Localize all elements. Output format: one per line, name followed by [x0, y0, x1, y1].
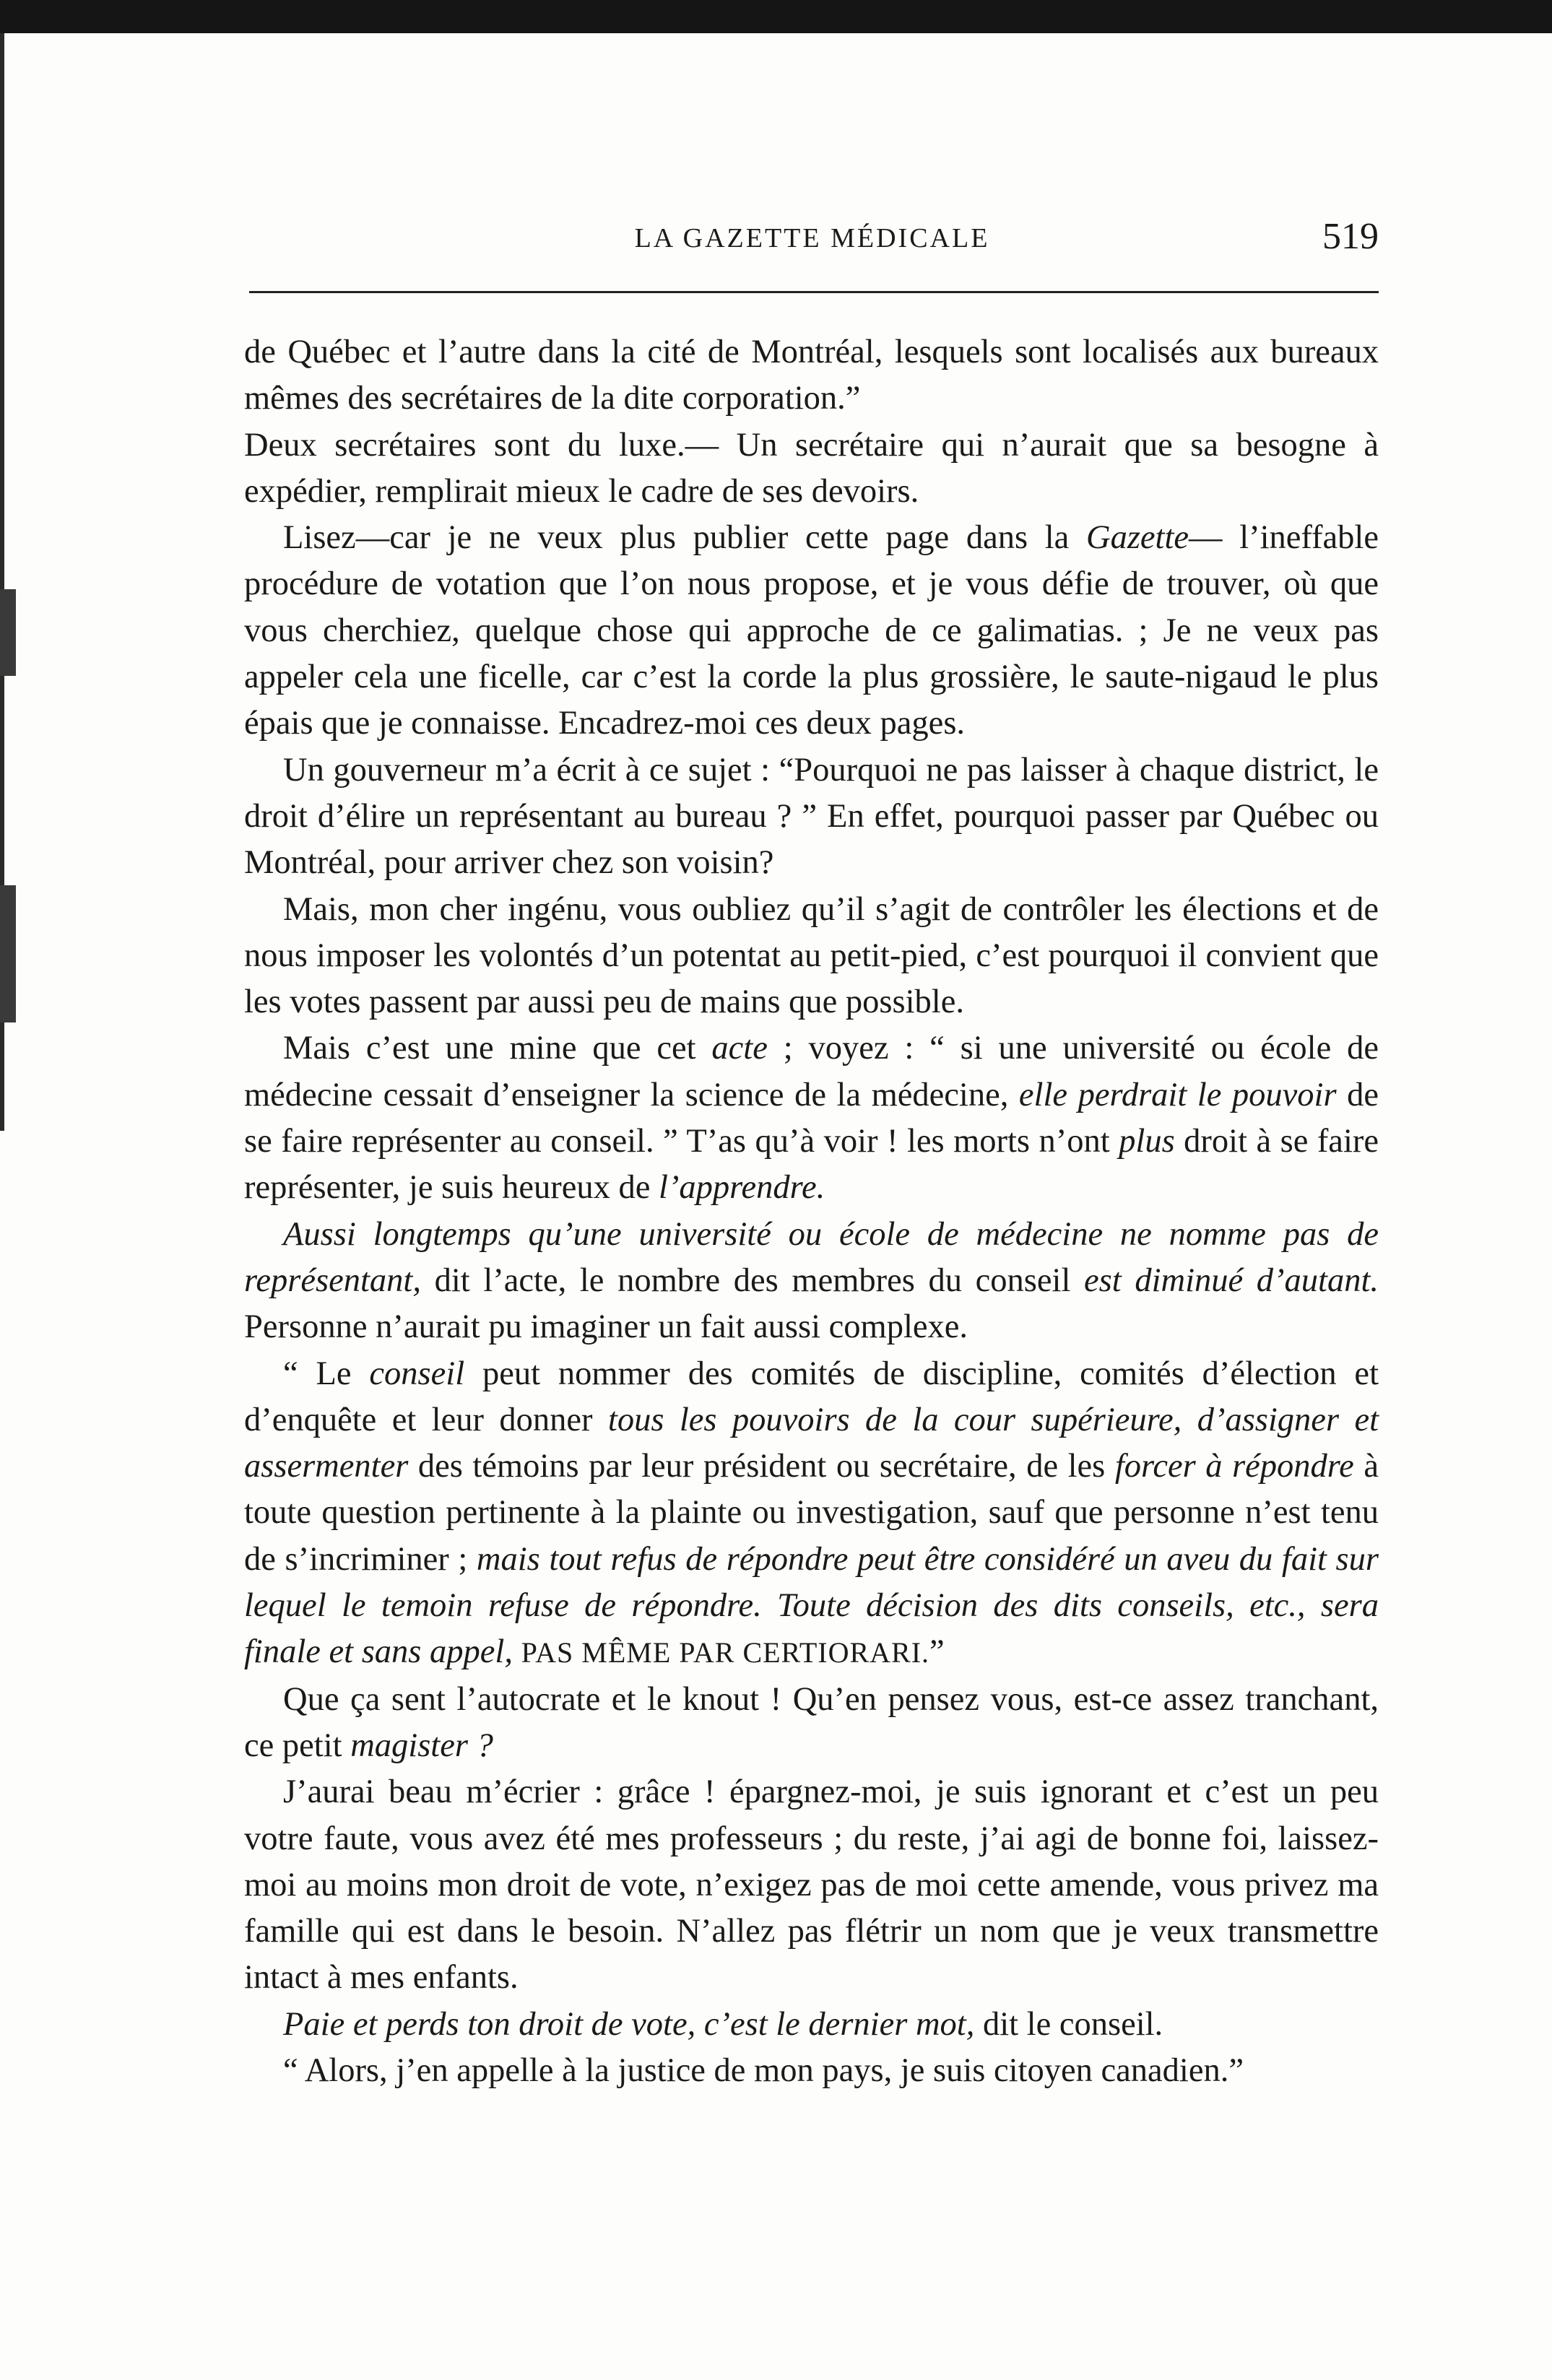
italic-text: Paie et perds ton droit de vote, c’est le dernier mot, — [283, 2005, 975, 2043]
text-segment: à toute question pertinente à la plainte ou investigation, sauf que personne n’est tenu de s’incriminer ; — [244, 1448, 1379, 1578]
header-rule — [249, 291, 1379, 293]
page-top-border — [0, 0, 1552, 33]
italic-text: mais tout refus de répondre peut être considéré un aveu du fait sur lequel le temoin refuse de répondre. Toute décision des dits conseils, etc., sera finale et sans appel, — [244, 1540, 1379, 1671]
text-segment: “ Le — [283, 1355, 370, 1392]
italic-text: conseil — [369, 1355, 465, 1392]
running-title: LA GAZETTE MÉDICALE — [634, 223, 990, 253]
italic-text: elle perdrait le pouvoir — [1018, 1076, 1337, 1113]
text-segment: Mais c’est une mine que cet — [283, 1030, 712, 1067]
paragraph — [244, 1351, 1379, 1677]
italic-text: acte — [711, 1030, 768, 1067]
paragraph — [244, 2002, 1379, 2048]
italic-text: est diminué d’autant. — [1084, 1261, 1379, 1299]
text-segment: de Québec et l’autre dans la cité de Montréal, lesquels sont localisés aux bureaux mêmes des secrétaires de la dite corporation.” — [244, 334, 1379, 417]
italic-text: magister ? — [350, 1727, 493, 1764]
paragraph — [244, 2048, 1379, 2094]
smallcaps-text: PAS MÊME PAR CERTIORARI. — [521, 1636, 930, 1669]
text-segment: ” — [929, 1633, 945, 1671]
text-segment: droit à se faire représenter, je suis heureux de — [244, 1123, 1379, 1207]
italic-text: tous les pouvoirs de la cour supérieure, d’assigner et assermenter — [244, 1401, 1379, 1485]
paragraph — [244, 887, 1379, 1026]
italic-text: l’apprendre. — [658, 1169, 825, 1207]
paragraph — [244, 1025, 1379, 1211]
text-segment — [513, 1633, 521, 1670]
text-segment: de se faire représenter au conseil. ” T’as qu’à voir ! les morts n’ont — [244, 1076, 1379, 1160]
text-segment: Un gouverneur m’a écrit à ce sujet : “Pourquoi ne pas laisser à chaque district, le droit d’élire un représentant au bureau ? ” En effet, pourquoi passer par Québec ou Montréal, pour arriver chez son voisin? — [244, 751, 1379, 882]
scan-edge-mark — [0, 589, 16, 676]
page-left-edge — [0, 33, 27, 1131]
text-segment: — l’ineffable procédure de votation que l’on nous propose, et je vous défie de trouver, où que vous cherchiez, quelque chose qui approche de ce galimatias. ; Je ne veux pas appeler cela une ficelle, car c’est la corde la plus grossière, le saute-nigaud le plus épais que je connaisse. Encadrez-moi ces deux pages. — [244, 519, 1379, 742]
paragraph — [244, 329, 1379, 422]
text-segment: des témoins par leur président ou secrétaire, de les — [408, 1448, 1115, 1485]
body-text — [244, 329, 1379, 2094]
text-segment: Lisez—car je ne veux plus publier cette page dans la — [283, 519, 1086, 557]
paragraph — [244, 747, 1379, 887]
text-segment: Que ça sent l’autocrate et le knout ! Qu’en pensez vous, est-ce assez tranchant, ce petit — [244, 1680, 1379, 1764]
text-segment: peut nommer des comités de discipline, comités d’élection et d’enquête et leur donner — [244, 1355, 1379, 1438]
text-segment: “ Alors, j’en appelle à la justice de mon pays, je suis citoyen canadien.” — [283, 2051, 1244, 2089]
text-segment: ; voyez : “ si une université ou école de médecine cessait d’enseigner la science de la médecine, — [244, 1030, 1379, 1113]
paragraph — [244, 1212, 1379, 1351]
italic-text: Gazette — [1085, 519, 1189, 557]
paragraph — [244, 1769, 1379, 2001]
scan-edge-mark — [0, 885, 16, 1022]
paragraph — [244, 422, 1379, 516]
text-segment: Mais, mon cher ingénu, vous oubliez qu’il s’agit de contrôler les élections et de nous imposer les volontés d’un potentat au petit-pied, c’est pourquoi il convient que les votes passent par aussi peu de mains que possible. — [244, 890, 1379, 1021]
text-segment: dit le conseil. — [974, 2005, 1163, 2043]
page-number: 519 — [1322, 216, 1379, 257]
paragraph — [244, 1677, 1379, 1770]
text-segment: Personne n’aurait pu imaginer un fait aussi complexe. — [244, 1308, 968, 1346]
italic-text: plus — [1119, 1123, 1175, 1160]
text-segment: dit l’acte, le nombre des membres du conseil — [420, 1261, 1085, 1299]
text-segment: J’aurai beau m’écrier : grâce ! épargnez-moi, je suis ignorant et c’est un peu votre faute, vous avez été mes professeurs ; du reste, j’ai agi de bonne foi, laissez-moi au moins mon droit de vote, n’exigez pas de moi cette amende, vous privez ma famille qui est dans le besoin. N’allez pas flétrir un nom que je veux transmettre intact à mes enfants. — [244, 1773, 1379, 1997]
text-segment: Deux secrétaires sont du luxe.— Un secrétaire qui n’aurait que sa besogne à expédier, remplirait mieux le cadre de ses devoirs. — [244, 426, 1379, 510]
paragraph — [244, 515, 1379, 747]
page-header — [246, 209, 1379, 267]
italic-text: Aussi longtemps qu’une université ou école de médecine ne nomme pas de représentant, — [244, 1215, 1379, 1299]
italic-text: forcer à répondre — [1114, 1448, 1354, 1485]
